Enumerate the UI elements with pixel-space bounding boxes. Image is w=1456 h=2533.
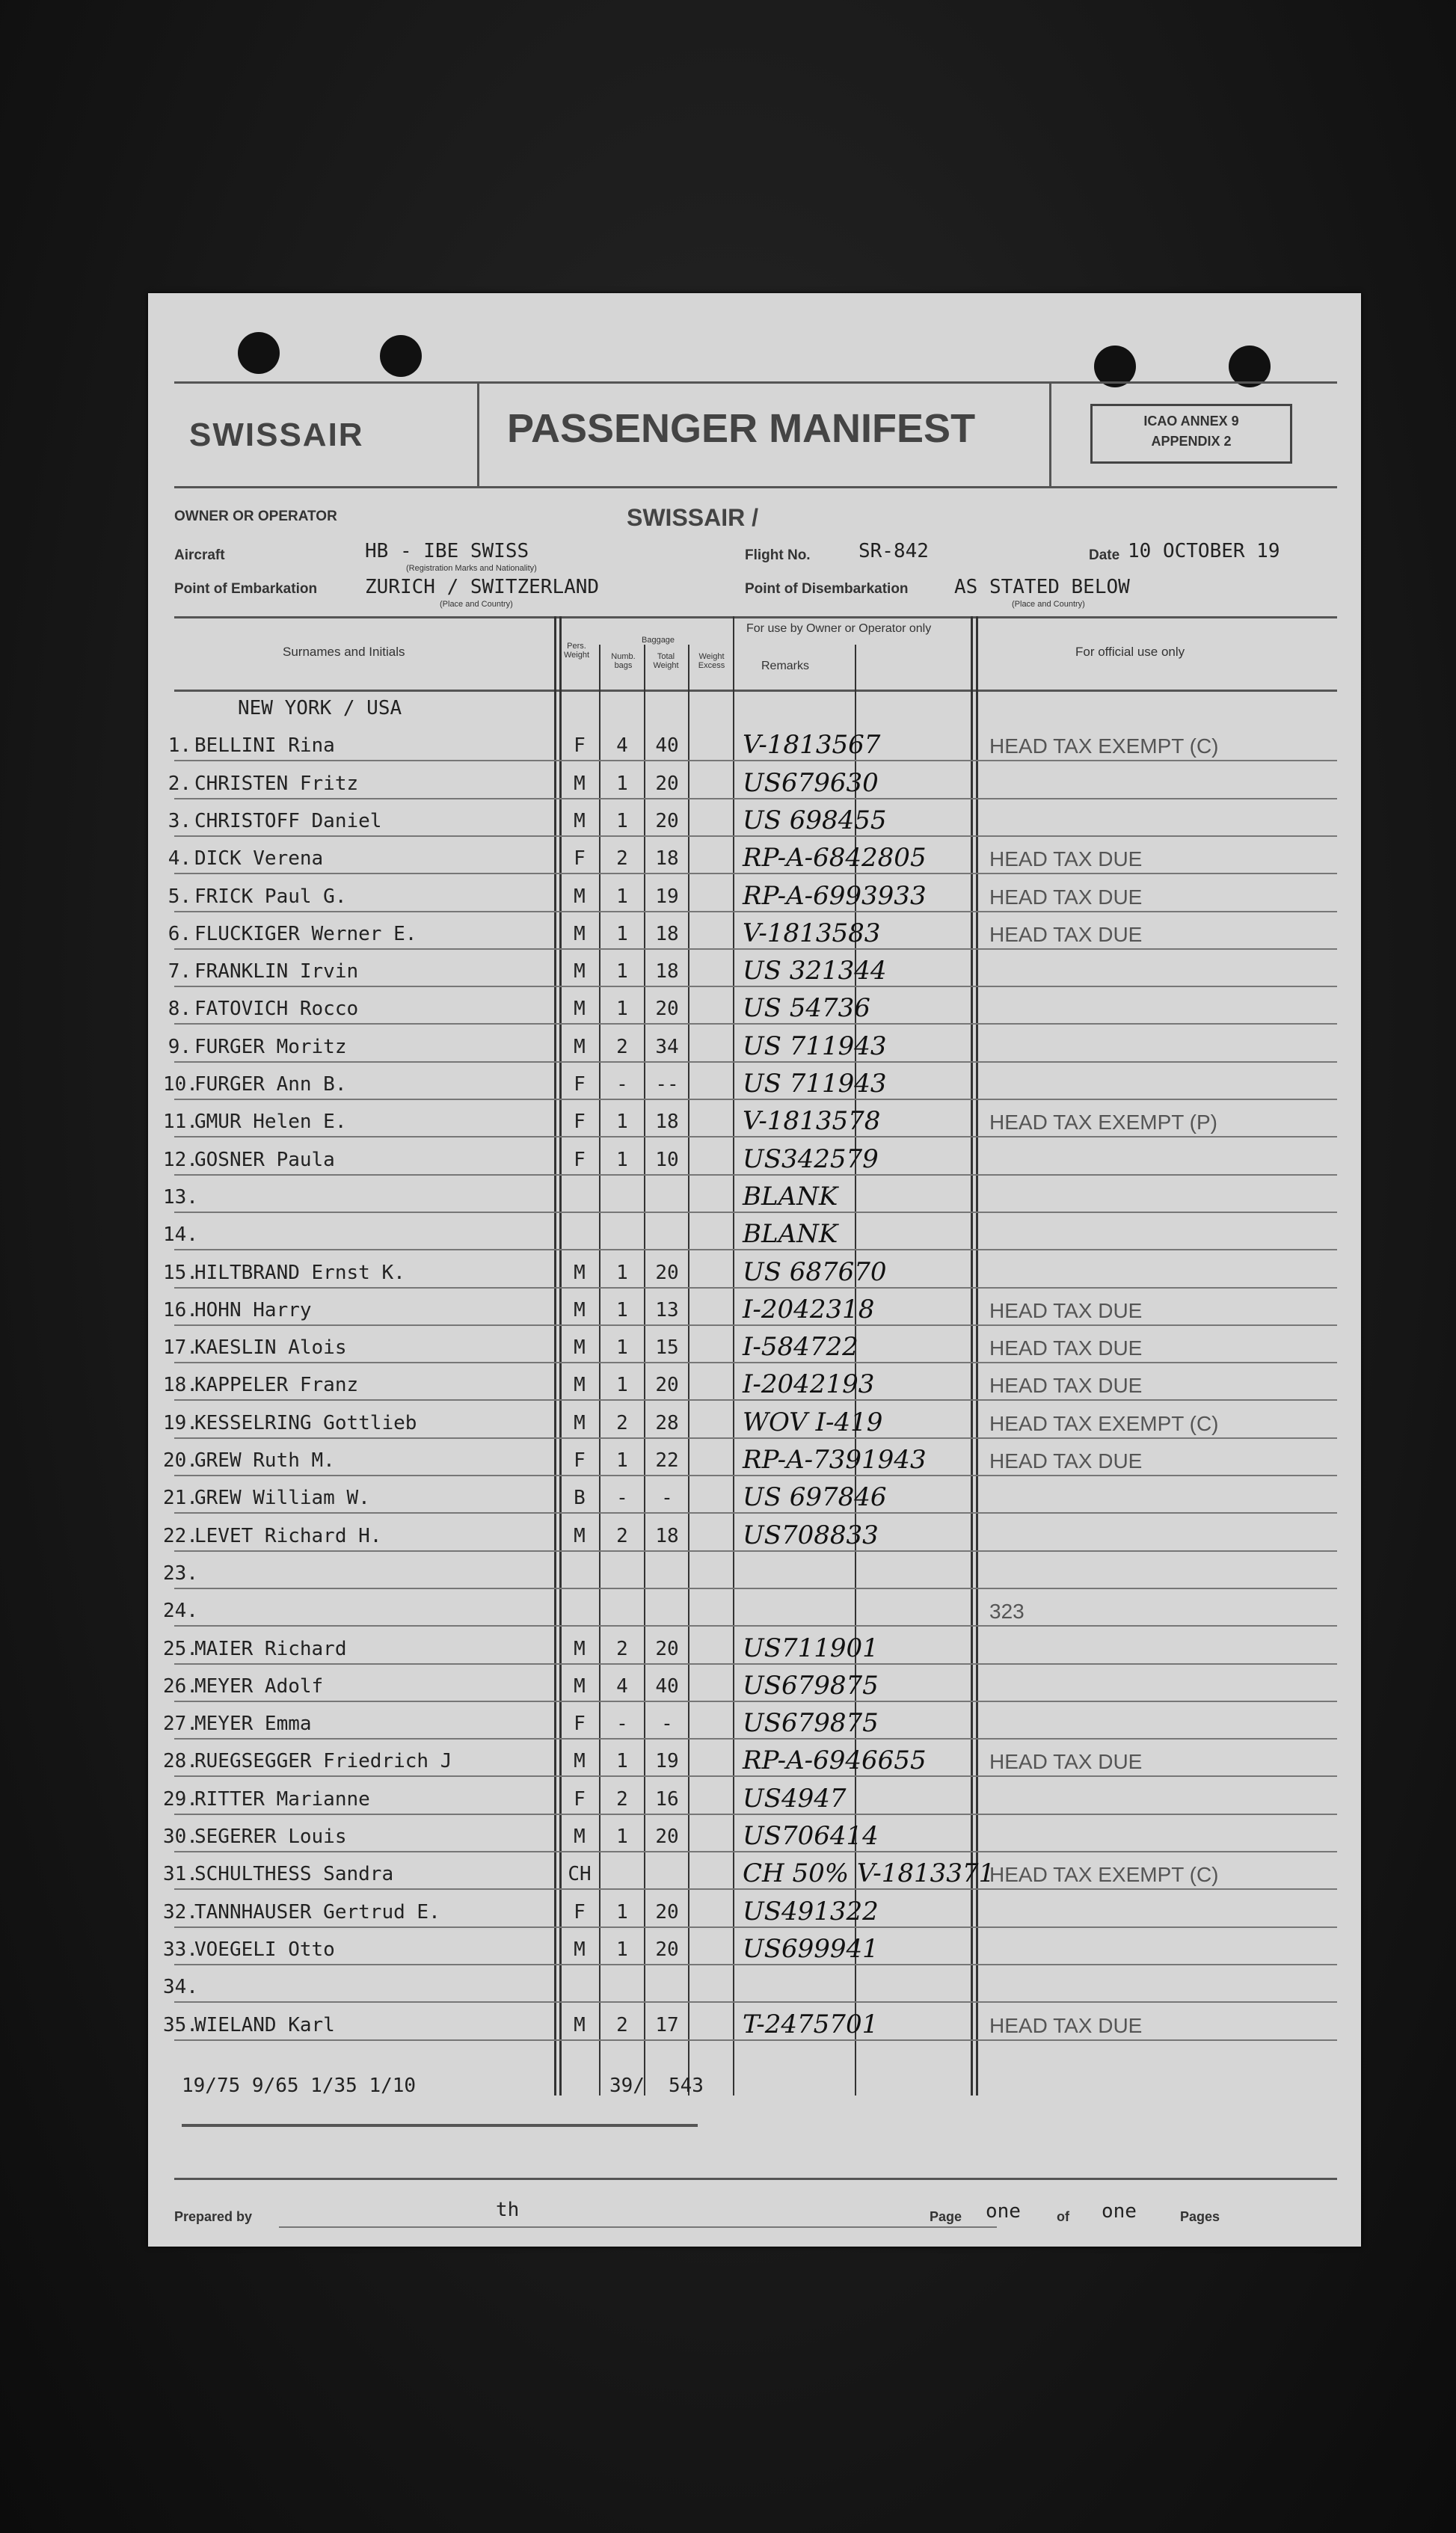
- passenger-category: B: [574, 1487, 586, 1510]
- passenger-category: F: [574, 1449, 586, 1472]
- passenger-category: M: [574, 1411, 586, 1434]
- embarkation-value: ZURICH / SWITZERLAND: [365, 576, 600, 598]
- row-number: 25.: [163, 1637, 198, 1660]
- official-note: HEAD TAX DUE: [989, 1449, 1143, 1473]
- of-label: of: [1057, 2209, 1069, 2224]
- bag-count: 2: [616, 1524, 628, 1547]
- passenger-category: M: [574, 809, 586, 832]
- bag-weight: 10: [655, 1148, 679, 1171]
- passenger-category: M: [574, 1750, 586, 1773]
- passport-remark: V-1813583: [743, 918, 881, 948]
- page-label: Page: [930, 2209, 962, 2224]
- passenger-name: HOHN Harry: [194, 1298, 312, 1321]
- totals-weight: 543: [669, 2075, 704, 2097]
- bag-count: -: [616, 1713, 628, 1736]
- passenger-name: SEGERER Louis: [194, 1826, 347, 1848]
- passport-remark: US 321344: [743, 956, 887, 986]
- embarkation-note: (Place and Country): [440, 600, 513, 609]
- row-number: 31.: [163, 1863, 198, 1886]
- bag-weight: 34: [655, 1035, 679, 1058]
- bag-weight: 20: [655, 1900, 679, 1923]
- row-number: 16.: [163, 1298, 198, 1321]
- passenger-category: F: [574, 734, 586, 758]
- owner-value: SWISSAIR /: [627, 504, 759, 531]
- passport-remark: US342579: [743, 1143, 879, 1174]
- bag-weight: 16: [655, 1787, 679, 1811]
- passenger-name: WIELAND Karl: [194, 2013, 335, 2036]
- bag-weight: 20: [655, 1261, 679, 1284]
- row-number: 7.: [168, 960, 191, 983]
- bag-count: 1: [616, 809, 628, 832]
- passport-remark: US4947: [743, 1783, 847, 1814]
- row-number: 23.: [163, 1562, 198, 1585]
- bag-weight: 18: [655, 960, 679, 983]
- passport-remark: US 698455: [743, 805, 887, 835]
- passenger-name: FATOVICH Rocco: [194, 998, 359, 1021]
- bag-count: 1: [616, 1900, 628, 1923]
- bag-count: -: [616, 1073, 628, 1096]
- passenger-category: F: [574, 1073, 586, 1096]
- row-number: 29.: [163, 1787, 198, 1811]
- row-number: 14.: [163, 1223, 198, 1247]
- prepared-by-value: th: [496, 2199, 520, 2221]
- passenger-category: M: [574, 1261, 586, 1284]
- passport-remark: RP-A-6993933: [743, 880, 927, 911]
- passenger-name: SCHULTHESS Sandra: [194, 1863, 394, 1886]
- official-note: HEAD TAX EXEMPT (C): [989, 1863, 1219, 1887]
- punch-hole: [380, 335, 422, 377]
- icao-reference-box: [1090, 404, 1292, 464]
- row-number: 19.: [163, 1411, 198, 1434]
- bag-count: 1: [616, 1336, 628, 1360]
- passport-remark: T-2475701: [743, 2009, 879, 2039]
- passenger-name: FRICK Paul G.: [194, 885, 347, 908]
- bag-count: 1: [616, 960, 628, 983]
- passenger-category: M: [574, 1374, 586, 1397]
- passenger-name: MEYER Adolf: [194, 1674, 324, 1698]
- row-number: 28.: [163, 1750, 198, 1773]
- passenger-category: M: [574, 1826, 586, 1848]
- passenger-category: M: [574, 772, 586, 795]
- passenger-category: M: [574, 1524, 586, 1547]
- passenger-category: M: [574, 1674, 586, 1698]
- row-number: 17.: [163, 1336, 198, 1360]
- bag-weight: 20: [655, 1826, 679, 1848]
- page-value: one: [986, 2200, 1021, 2223]
- passport-remark: RP-A-6842805: [743, 843, 927, 873]
- bag-count: 1: [616, 1374, 628, 1397]
- passport-remark: US 697846: [743, 1482, 887, 1513]
- bag-count: 4: [616, 1674, 628, 1698]
- icao-line-2: APPENDIX 2: [1151, 434, 1232, 449]
- row-number: 2.: [168, 772, 191, 795]
- passenger-category: M: [574, 2013, 586, 2036]
- official-note: HEAD TAX DUE: [989, 885, 1143, 909]
- passport-remark: US 54736: [743, 993, 870, 1024]
- bag-count: 1: [616, 1750, 628, 1773]
- row-number: 30.: [163, 1826, 198, 1848]
- passport-remark: I-2042193: [743, 1369, 875, 1400]
- official-note: HEAD TAX DUE: [989, 1336, 1143, 1360]
- disembarkation-note: (Place and Country): [1012, 600, 1085, 609]
- passport-remark: US679875: [743, 1670, 879, 1701]
- baggage-header: Baggage: [642, 636, 675, 645]
- embarkation-label: Point of Embarkation: [174, 581, 318, 597]
- passenger-name: MAIER Richard: [194, 1637, 347, 1660]
- passport-remark: US679630: [743, 767, 879, 798]
- official-note: HEAD TAX EXEMPT (C): [989, 734, 1219, 758]
- bag-count: 2: [616, 1035, 628, 1058]
- passenger-category: M: [574, 1637, 586, 1660]
- passenger-name: DICK Verena: [194, 847, 324, 871]
- owner-use-header: For use by Owner or Operator only: [746, 622, 932, 635]
- passenger-name: MEYER Emma: [194, 1713, 312, 1736]
- bag-count: 2: [616, 2013, 628, 2036]
- row-number: 13.: [163, 1185, 198, 1209]
- row-number: 6.: [168, 922, 191, 945]
- passport-remark: CH 50% V-1813371: [743, 1858, 995, 1889]
- page-title: PASSENGER MANIFEST: [507, 406, 976, 451]
- passenger-category: M: [574, 885, 586, 908]
- passenger-category: M: [574, 1336, 586, 1360]
- row-number: 9.: [168, 1035, 191, 1058]
- official-note: HEAD TAX DUE: [989, 2013, 1143, 2037]
- passenger-category: CH: [568, 1863, 592, 1886]
- official-note: HEAD TAX DUE: [989, 1298, 1143, 1322]
- row-number: 5.: [168, 885, 191, 908]
- totals-bags: 39/: [609, 2075, 645, 2097]
- row-number: 20.: [163, 1449, 198, 1472]
- row-number: 21.: [163, 1487, 198, 1510]
- total-weight-header: Total Weight: [653, 652, 679, 670]
- bag-weight: 18: [655, 922, 679, 945]
- aircraft-value: HB - IBE SWISS: [365, 540, 529, 562]
- bag-weight: 18: [655, 847, 679, 871]
- bag-weight: 20: [655, 809, 679, 832]
- passenger-name: KAPPELER Franz: [194, 1374, 359, 1397]
- bag-weight: 20: [655, 1938, 679, 1961]
- bag-weight: 15: [655, 1336, 679, 1360]
- passenger-category: F: [574, 1148, 586, 1171]
- passport-remark: US708833: [743, 1520, 879, 1550]
- passenger-category: M: [574, 922, 586, 945]
- passenger-category: F: [574, 1900, 586, 1923]
- passenger-name: CHRISTOFF Daniel: [194, 809, 382, 832]
- bag-count: 1: [616, 1148, 628, 1171]
- bag-count: 1: [616, 1261, 628, 1284]
- official-note: HEAD TAX EXEMPT (C): [989, 1411, 1219, 1435]
- row-number: 11.: [163, 1111, 198, 1134]
- row-number: 32.: [163, 1900, 198, 1923]
- row-number: 24.: [163, 1600, 198, 1623]
- passport-remark: US711901: [743, 1633, 879, 1663]
- passport-remark: V-1813567: [743, 730, 881, 761]
- flight-value: SR-842: [858, 540, 929, 562]
- bag-count: 2: [616, 1637, 628, 1660]
- passenger-name: RITTER Marianne: [194, 1787, 370, 1811]
- row-number: 34.: [163, 1976, 198, 1999]
- bag-weight: 20: [655, 1637, 679, 1660]
- passport-remark: BLANK: [743, 1181, 838, 1212]
- passenger-category: F: [574, 847, 586, 871]
- bag-weight: 20: [655, 1374, 679, 1397]
- disembarkation-label: Point of Disembarkation: [745, 581, 909, 597]
- passport-remark: US 711943: [743, 1069, 887, 1099]
- totals-summary: 19/75 9/65 1/35 1/10: [182, 2075, 417, 2097]
- punch-hole: [238, 332, 280, 374]
- row-number: 4.: [168, 847, 191, 871]
- passenger-name: VOEGELI Otto: [194, 1938, 335, 1961]
- passport-remark: RP-A-6946655: [743, 1746, 927, 1776]
- manifest-sheet: [148, 293, 1361, 2247]
- official-note: HEAD TAX EXEMPT (P): [989, 1111, 1217, 1135]
- prepared-by-label: Prepared by: [174, 2209, 253, 2224]
- pers-weight-header: Pers. Weight: [563, 642, 590, 660]
- icao-line-1: ICAO ANNEX 9: [1143, 414, 1239, 429]
- bag-count: 1: [616, 1938, 628, 1961]
- passenger-name: FLUCKIGER Werner E.: [194, 922, 417, 945]
- row-number: 1.: [168, 734, 191, 758]
- bag-weight: 40: [655, 734, 679, 758]
- passenger-category: M: [574, 1938, 586, 1961]
- passenger-category: M: [574, 998, 586, 1021]
- bag-count: 1: [616, 1298, 628, 1321]
- passenger-name: RUEGSEGGER Friedrich J: [194, 1750, 452, 1773]
- bag-count: 2: [616, 1787, 628, 1811]
- bag-weight: 18: [655, 1524, 679, 1547]
- official-use-header: For official use only: [1075, 645, 1185, 659]
- bag-weight: 20: [655, 772, 679, 795]
- official-note: HEAD TAX DUE: [989, 922, 1143, 946]
- passport-remark: RP-A-7391943: [743, 1445, 927, 1475]
- bag-weight: 20: [655, 998, 679, 1021]
- row-number: 8.: [168, 998, 191, 1021]
- bag-weight: 13: [655, 1298, 679, 1321]
- bag-weight: 19: [655, 885, 679, 908]
- bag-count: 1: [616, 1826, 628, 1848]
- passenger-name: BELLINI Rina: [194, 734, 335, 758]
- passport-remark: US706414: [743, 1821, 879, 1851]
- row-number: 26.: [163, 1674, 198, 1698]
- passport-remark: US491322: [743, 1896, 879, 1926]
- bag-weight: 40: [655, 1674, 679, 1698]
- pages-label: Pages: [1180, 2209, 1220, 2224]
- bag-count: 1: [616, 772, 628, 795]
- passport-remark: BLANK: [743, 1219, 838, 1250]
- official-note: HEAD TAX DUE: [989, 847, 1143, 871]
- passenger-name: GREW William W.: [194, 1487, 370, 1510]
- bag-count: 2: [616, 847, 628, 871]
- passenger-name: KAESLIN Alois: [194, 1336, 347, 1360]
- date-value: 10 OCTOBER 19: [1128, 540, 1280, 562]
- row-number: 18.: [163, 1374, 198, 1397]
- passenger-category: M: [574, 960, 586, 983]
- passport-remark: V-1813578: [743, 1106, 881, 1137]
- row-number: 22.: [163, 1524, 198, 1547]
- bag-weight: -: [661, 1713, 673, 1736]
- bag-count: 1: [616, 885, 628, 908]
- bag-weight: 28: [655, 1411, 679, 1434]
- passenger-category: F: [574, 1111, 586, 1134]
- row-number: 12.: [163, 1148, 198, 1171]
- surname-header: Surnames and Initials: [283, 645, 405, 659]
- passport-remark: I-584722: [743, 1332, 858, 1363]
- row-number: 15.: [163, 1261, 198, 1284]
- brand-logo: SWISSAIR: [189, 417, 364, 453]
- flight-label: Flight No.: [745, 547, 811, 563]
- passenger-name: HILTBRAND Ernst K.: [194, 1261, 405, 1284]
- passenger-category: M: [574, 1035, 586, 1058]
- row-number: 27.: [163, 1713, 198, 1736]
- passport-remark: US679875: [743, 1708, 879, 1739]
- bag-count: 1: [616, 922, 628, 945]
- row-number: 10.: [163, 1073, 198, 1096]
- passenger-name: TANNHAUSER Gertrud E.: [194, 1900, 440, 1923]
- passenger-category: M: [574, 1298, 586, 1321]
- passenger-name: FURGER Moritz: [194, 1035, 347, 1058]
- bag-count: 1: [616, 1111, 628, 1134]
- passenger-category: F: [574, 1787, 586, 1811]
- passport-remark: WOV I-419: [743, 1407, 883, 1437]
- passenger-name: FURGER Ann B.: [194, 1073, 347, 1096]
- row-number: 3.: [168, 809, 191, 832]
- passenger-category: F: [574, 1713, 586, 1736]
- passport-remark: US699941: [743, 1933, 879, 1964]
- passport-remark: US 687670: [743, 1256, 887, 1287]
- passport-remark: US 711943: [743, 1031, 887, 1061]
- destination-section: NEW YORK / USA: [238, 697, 402, 719]
- bag-weight: 19: [655, 1750, 679, 1773]
- disembarkation-value: AS STATED BELOW: [954, 576, 1130, 598]
- bag-weight: 22: [655, 1449, 679, 1472]
- passenger-name: FRANKLIN Irvin: [194, 960, 359, 983]
- bag-count: 4: [616, 734, 628, 758]
- passenger-name: LEVET Richard H.: [194, 1524, 382, 1547]
- remarks-header: Remarks: [761, 660, 810, 672]
- passenger-name: KESSELRING Gottlieb: [194, 1411, 417, 1434]
- bag-weight: --: [655, 1073, 679, 1096]
- official-note: HEAD TAX DUE: [989, 1750, 1143, 1774]
- row-number: 33.: [163, 1938, 198, 1961]
- bag-count: 1: [616, 998, 628, 1021]
- passenger-name: CHRISTEN Fritz: [194, 772, 359, 795]
- bag-weight: -: [661, 1487, 673, 1510]
- bag-count: -: [616, 1487, 628, 1510]
- passenger-name: GOSNER Paula: [194, 1148, 335, 1171]
- numb-bags-header: Numb. bags: [611, 652, 636, 670]
- passenger-name: GMUR Helen E.: [194, 1111, 347, 1134]
- official-note: HEAD TAX DUE: [989, 1374, 1143, 1398]
- bag-count: 2: [616, 1411, 628, 1434]
- aircraft-label: Aircraft: [174, 547, 225, 563]
- bag-count: 1: [616, 1449, 628, 1472]
- row-number: 35.: [163, 2013, 198, 2036]
- passport-remark: I-2042318: [743, 1294, 875, 1324]
- official-note: 323: [989, 1600, 1025, 1624]
- date-label: Date: [1089, 547, 1120, 563]
- weight-excess-header: Weight Excess: [698, 652, 725, 670]
- owner-label: OWNER OR OPERATOR: [174, 509, 337, 524]
- passenger-name: GREW Ruth M.: [194, 1449, 335, 1472]
- bag-weight: 18: [655, 1111, 679, 1134]
- bag-weight: 17: [655, 2013, 679, 2036]
- of-value: one: [1102, 2200, 1137, 2223]
- registration-note: (Registration Marks and Nationality): [406, 564, 537, 573]
